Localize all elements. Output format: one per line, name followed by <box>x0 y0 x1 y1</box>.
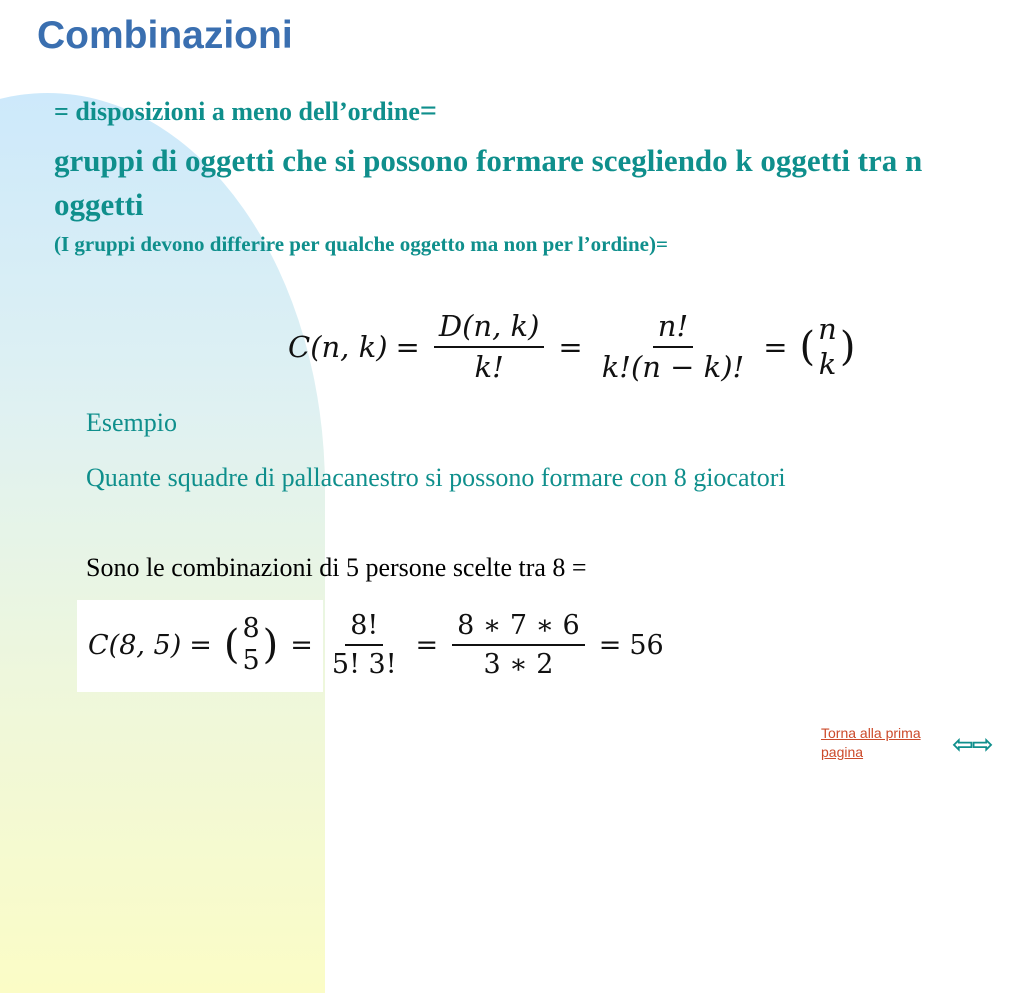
formula-fraction-2-denominator: k!(n − k)! <box>601 350 745 384</box>
example-result: 56 <box>629 629 664 661</box>
definition-line-2: gruppi di oggetti che si possono formare scegliendo k oggetti tra n oggetti <box>54 143 923 222</box>
example-fraction-1-numerator: 8! <box>345 612 383 646</box>
example-fraction-2-numerator: 8 ∗ 7 ∗ 6 <box>452 612 585 646</box>
formula-fraction-1-numerator: D(n, k) <box>434 312 545 348</box>
example-formula <box>88 603 664 687</box>
definition-line-1 <box>54 94 437 128</box>
example-equals: = <box>290 629 313 661</box>
example-binomial-stack <box>242 613 259 678</box>
example-fraction-1 <box>327 612 402 678</box>
formula-fraction-2 <box>597 309 750 384</box>
binomial-top: n <box>818 312 837 347</box>
example-binomial-bottom: 5 <box>242 645 260 676</box>
double-arrow-icon[interactable]: ⇦⇨ <box>952 730 992 760</box>
background-decoration <box>0 93 325 993</box>
example-lhs: C(8, 5) <box>88 629 182 661</box>
example-label: Esempio <box>86 408 177 437</box>
definition-line-1-text: = disposizioni a meno dell’ordine <box>54 97 420 126</box>
example-equals: = <box>415 629 439 661</box>
formula-fraction-1 <box>434 309 545 384</box>
binomial-stack <box>818 312 837 382</box>
example-answer: Sono le combinazioni di 5 persone scelte tra 8 = <box>86 553 587 582</box>
back-to-first-page-link[interactable]: Torna alla prima pagina <box>821 725 921 760</box>
formula-equals: = <box>558 330 583 364</box>
formula-lhs: C(n, k) <box>288 330 388 364</box>
example-fraction-1-denominator: 5! 3! <box>331 649 397 680</box>
formula-fraction-1-denominator: k! <box>474 350 504 384</box>
slide-title: Combinazioni <box>37 14 293 57</box>
formula-binomial <box>800 312 856 382</box>
definition-line-1-equals: = <box>419 94 437 127</box>
example-question: Quante squadre di pallacanestro si possono formare con 8 giocatori <box>86 463 786 492</box>
binomial-bottom: k <box>818 347 837 381</box>
example-binomial <box>224 613 278 678</box>
formula-equals: = <box>395 330 420 364</box>
example-fraction-2-denominator: 3 ∗ 2 <box>483 649 554 680</box>
formula-fraction-2-numerator: n! <box>653 312 693 348</box>
binomial-paren-close: ) <box>839 324 856 370</box>
definition-note: (I gruppi devono differire per qualche oggetto ma non per l’ordine)= <box>54 232 668 256</box>
example-paren-open: ( <box>223 622 240 668</box>
combination-formula <box>288 302 859 392</box>
binomial-paren-open: ( <box>799 324 816 370</box>
example-binomial-top: 8 <box>242 612 260 644</box>
example-fraction-2 <box>452 612 585 678</box>
formula-equals: = <box>763 330 788 364</box>
example-equals: = <box>598 629 622 661</box>
example-equals: = <box>189 629 212 661</box>
example-paren-close: ) <box>262 622 279 668</box>
